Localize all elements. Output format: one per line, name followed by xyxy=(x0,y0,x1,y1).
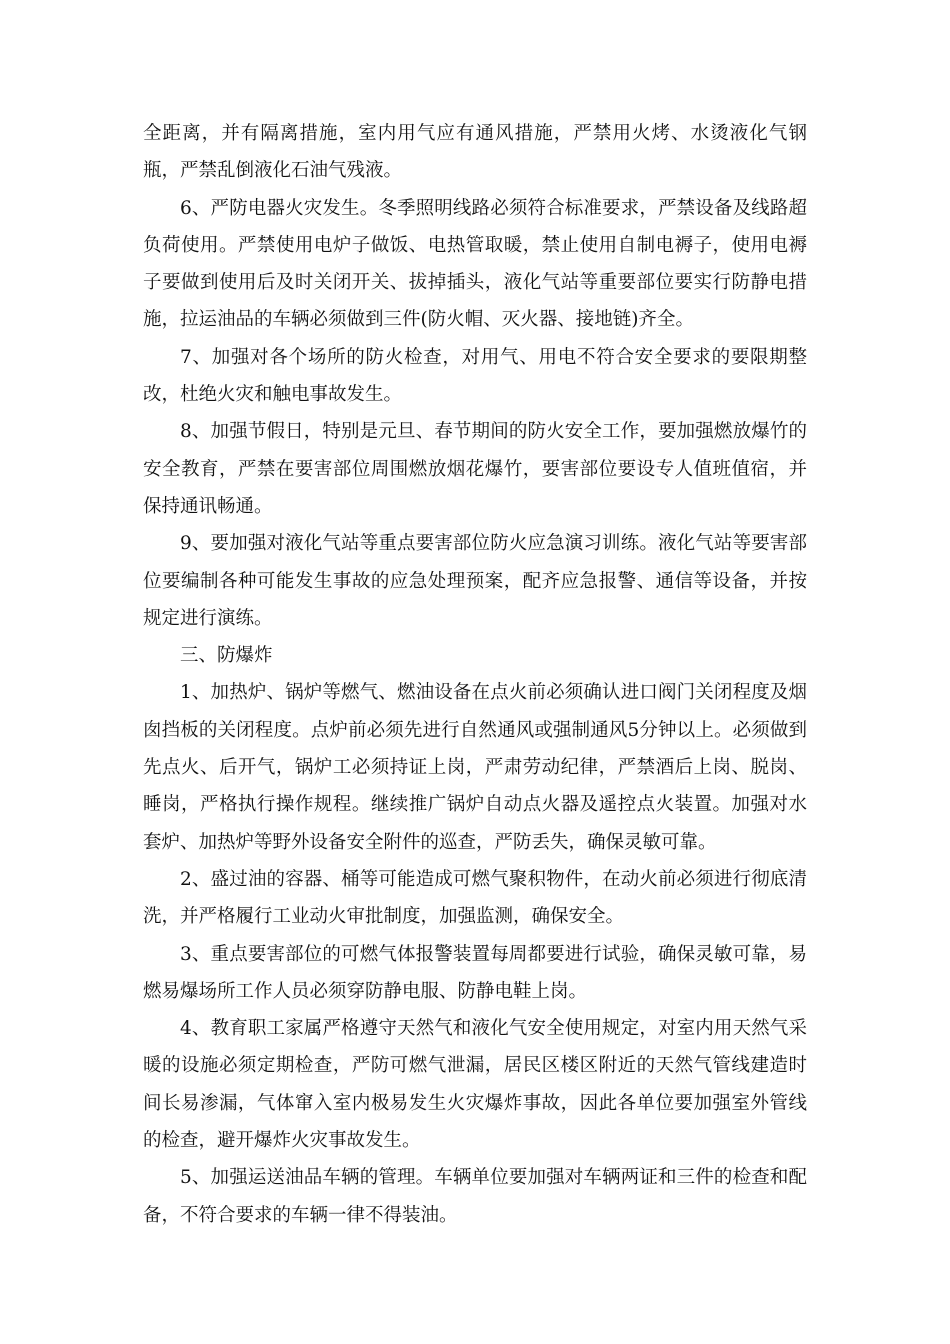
document-body xyxy=(143,115,807,1234)
paragraph-explosion-1: 1、加热炉、锅炉等燃气、燃油设备在点火前必须确认进口阀门关闭程度及烟囱挡板的关闭程度。点炉前必须先进行自然通风或强制通风5分钟以上。必须做到先点火、后开气，锅炉工必须持证上岗，严肃劳动纪律，严禁酒后上岗、脱岗、睡岗，严格执行操作规程。继续推广锅炉自动点火器及遥控点火装置。加强对水套炉、加热炉等野外设备安全附件的巡查，严防丢失，确保灵敏可靠。 xyxy=(143,682,807,853)
paragraph-explosion-5: 5、加强运送油品车辆的管理。车辆单位要加强对车辆两证和三件的检查和配备，不符合要求的车辆一律不得装油。 xyxy=(143,1167,807,1226)
paragraph-item-9: 9、要加强对液化气站等重点要害部位防火应急演习训练。液化气站等要害部位要编制各种可能发生事故的应急处理预案，配齐应急报警、通信等设备，并按规定进行演练。 xyxy=(143,533,807,629)
paragraph-item-8: 8、加强节假日，特别是元旦、春节期间的防火安全工作，要加强燃放爆竹的安全教育，严禁在要害部位周围燃放烟花爆竹，要害部位要设专人值班值宿，并保持通讯畅通。 xyxy=(143,421,807,517)
paragraph-item-6: 6、严防电器火灾发生。冬季照明线路必须符合标准要求，严禁设备及线路超负荷使用。严禁使用电炉子做饭、电热管取暖，禁止使用自制电褥子，使用电褥子要做到使用后及时关闭开关、拔掉插头，液化气站等重要部位要实行防静电措施，拉运油品的车辆必须做到三件(防火帽、灭火器、接地链)齐全。 xyxy=(143,197,807,331)
paragraph-explosion-3: 3、重点要害部位的可燃气体报警装置每周都要进行试验，确保灵敏可靠，易燃易爆场所工作人员必须穿防静电服、防静电鞋上岗。 xyxy=(143,943,807,1002)
section-heading-explosion-prevention: 三、防爆炸 xyxy=(180,645,273,667)
paragraph-explosion-2: 2、盛过油的容器、桶等可能造成可燃气聚积物件，在动火前必须进行彻底清洗，并严格履行工业动火审批制度，加强监测，确保安全。 xyxy=(143,868,807,928)
paragraph-continuation: 全距离，并有隔离措施，室内用气应有通风措施，严禁用火烤、水烫液化气钢瓶，严禁乱倒液化石油气残液。 xyxy=(143,123,807,182)
paragraph-item-7: 7、加强对各个场所的防火检查，对用气、用电不符合安全要求的要限期整改，杜绝火灾和触电事故发生。 xyxy=(143,346,807,406)
paragraph-explosion-4: 4、教育职工家属严格遵守天然气和液化气安全使用规定，对室内用天然气采暖的设施必须定期检查，严防可燃气泄漏，居民区楼区附近的天然气管线建造时间长易渗漏，气体窜入室内极易发生火灾爆炸事故，因此各单位要加强室外管线的检查，避开爆炸火灾事故发生。 xyxy=(143,1018,807,1152)
